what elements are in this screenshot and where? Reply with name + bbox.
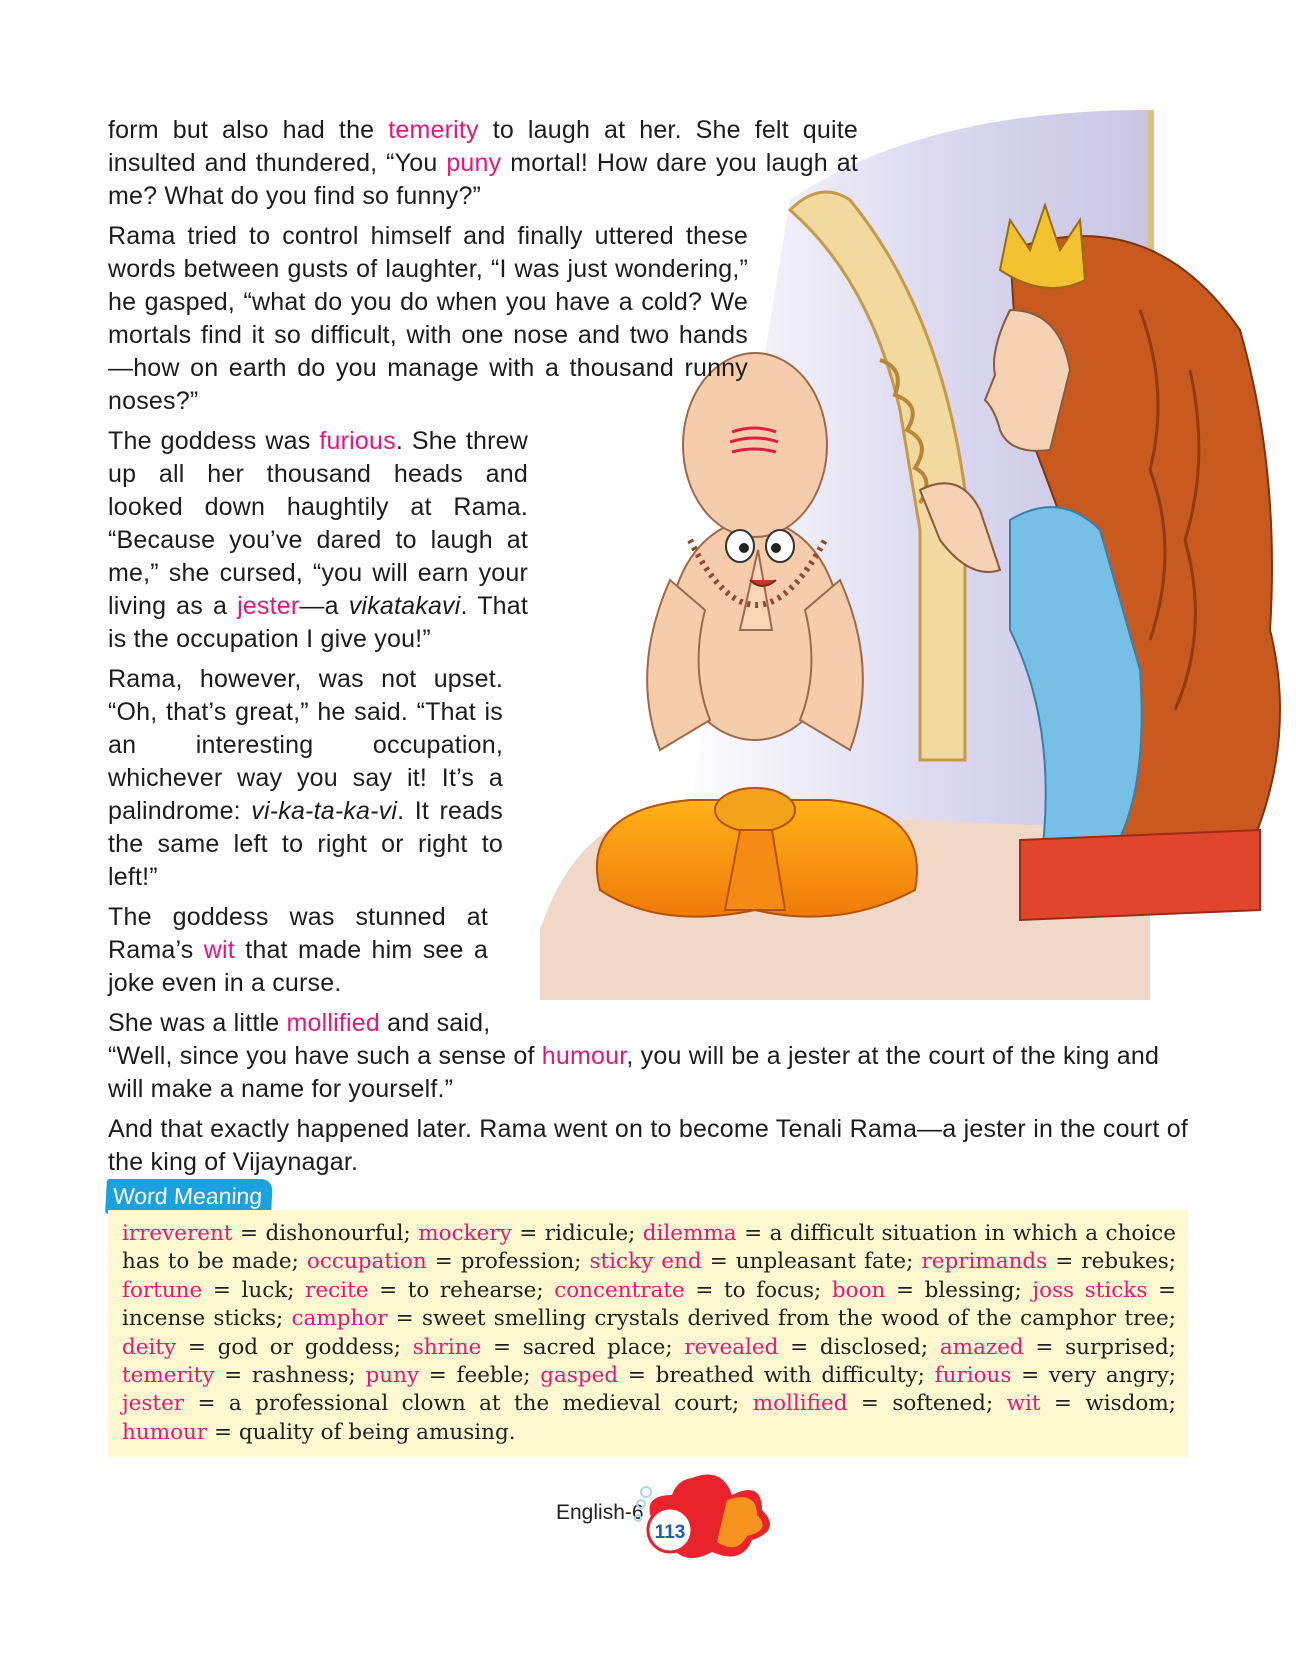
glossary-meaning: = sweet smelling crystals derived from the wood of the camphor tree; — [387, 1306, 1176, 1332]
word-meaning-box — [108, 1210, 1188, 1457]
paragraph-1 — [108, 114, 858, 213]
glossary-meaning: = surprised; — [1023, 1334, 1176, 1360]
glossary-word: occupation — [306, 1249, 427, 1275]
text-run: form but also had the — [108, 116, 389, 144]
text-run: , you will be a jester at the court of the king and will make a name for yourself.” — [108, 1042, 1160, 1103]
page-number-logo — [632, 1470, 782, 1566]
glossary-meaning: = feeble; — [419, 1363, 541, 1389]
glossary-word: shrine — [412, 1334, 482, 1360]
italic-word: vikatakavi — [348, 592, 461, 620]
text-run: And that exactly happened later. Rama went on to become Tenali Rama—a jester in the court of the king of Vijaynagar. — [108, 1115, 1188, 1176]
highlight-word: furious — [319, 427, 396, 455]
word-meaning-title: Word Meaning — [105, 1179, 273, 1214]
glossary-word: revealed — [684, 1334, 779, 1360]
glossary-meaning: = profession; — [426, 1249, 590, 1275]
text-run: . That is the occupation I give you!” — [108, 592, 529, 653]
glossary-word: concentrate — [554, 1277, 685, 1303]
glossary-word: deity — [122, 1334, 177, 1360]
text-run: She was a little — [108, 1009, 287, 1037]
text-run: . She threw up all her thousand heads and looked down haughtily at Rama. “Because you’ve dared to laugh at me,” she cursed, “you will earn your living as a — [108, 427, 529, 620]
glossary-meaning: = unpleasant fate; — [701, 1249, 922, 1275]
glossary-word: joss sticks — [1032, 1277, 1148, 1303]
text-run: The goddess was — [108, 427, 320, 455]
story-text — [108, 114, 1188, 1186]
paragraph-4 — [108, 663, 503, 894]
glossary-word: mollified — [752, 1391, 848, 1417]
paragraph-6 — [108, 1007, 1188, 1106]
word-meaning-list — [122, 1221, 1176, 1445]
glossary-meaning: = breathed with difficulty; — [618, 1363, 935, 1389]
text-run: mortal! How dare you laugh at me? What do you find so funny?” — [108, 149, 858, 210]
highlight-word: jester — [237, 592, 300, 620]
highlight-word: temerity — [388, 116, 479, 144]
glossary-word: irreverent — [122, 1221, 233, 1246]
glossary-meaning: = god or goddess; — [176, 1334, 413, 1360]
text-run: —a — [299, 592, 349, 620]
text-run: Rama tried to control himself and finally uttered these words between gusts of laughter, “I was just wondering,” he gasped, “what do you do when you have a cold? We mortals find it so difficult, with one nose and two hands—how on earth do you manage with a thousand runny noses?” — [108, 222, 748, 415]
highlight-word: humour — [541, 1042, 627, 1070]
glossary-meaning: = dishonourful; — [232, 1221, 419, 1246]
glossary-meaning: = quality of being amusing. — [207, 1419, 516, 1445]
italic-word: vi-ka-ta-ka-vi — [251, 797, 398, 825]
glossary-word: reprimands — [921, 1249, 1048, 1275]
page-number: 113 — [654, 1522, 686, 1543]
glossary-word: sticky end — [589, 1249, 702, 1275]
text-run: . It reads the same left to right or right to left!” — [108, 797, 503, 891]
text-run: that made him see a joke even in a curse. — [108, 936, 488, 997]
glossary-meaning: = ridicule; — [511, 1221, 643, 1246]
glossary-meaning: = incense sticks; — [122, 1277, 1176, 1332]
glossary-word: mockery — [418, 1221, 512, 1246]
glossary-meaning: = a difficult situation in which a choice has to be made; — [122, 1221, 1176, 1275]
glossary-meaning: = wisdom; — [1040, 1391, 1176, 1417]
glossary-meaning: = rebukes; — [1047, 1249, 1176, 1275]
glossary-word: dilemma — [642, 1221, 737, 1246]
text-run: and said, — [380, 1009, 491, 1037]
glossary-word: temerity — [122, 1363, 215, 1389]
glossary-meaning: = to rehearse; — [368, 1277, 555, 1303]
glossary-word: jester — [122, 1391, 185, 1417]
paragraph-2 — [108, 220, 748, 418]
glossary-word: camphor — [291, 1306, 388, 1332]
glossary-meaning: = very angry; — [1011, 1363, 1176, 1389]
text-run: “Well, since you have such a sense of — [108, 1042, 542, 1070]
text-run: The goddess was stunned at Rama’s — [108, 903, 488, 964]
glossary-word: boon — [831, 1277, 886, 1303]
glossary-word: amazed — [939, 1334, 1024, 1360]
glossary-meaning: = rashness; — [214, 1363, 366, 1389]
glossary-word: furious — [934, 1363, 1012, 1389]
glossary-meaning: = softened; — [847, 1391, 1007, 1417]
glossary-word: humour — [122, 1419, 208, 1445]
glossary-word: wit — [1006, 1391, 1041, 1417]
glossary-meaning: = sacred place; — [481, 1334, 685, 1360]
highlight-word: puny — [446, 149, 502, 177]
glossary-word: gasped — [540, 1363, 619, 1389]
highlight-word: wit — [203, 936, 235, 964]
glossary-meaning: = luck; — [202, 1277, 306, 1303]
paragraph-7 — [108, 1113, 1188, 1179]
glossary-word: recite — [305, 1277, 369, 1303]
glossary-meaning: = a professional clown at the medieval court; — [184, 1391, 753, 1417]
paragraph-3 — [108, 425, 528, 656]
text-run: Rama, however, was not upset. “Oh, that’s great,” he said. “That is an interesting occupation, whichever way you say it! It’s a palindrome: — [108, 665, 503, 825]
glossary-word: puny — [365, 1363, 420, 1389]
text-run: to laugh at her. She felt quite insulted and thundered, “You — [108, 116, 858, 177]
highlight-word: mollified — [286, 1009, 380, 1037]
book-label: English-6 — [556, 1501, 644, 1524]
glossary-word: fortune — [122, 1277, 203, 1303]
glossary-meaning: = to focus; — [684, 1277, 832, 1303]
paragraph-5 — [108, 901, 488, 1000]
glossary-meaning: = blessing; — [885, 1277, 1033, 1303]
glossary-meaning: = disclosed; — [778, 1334, 940, 1360]
